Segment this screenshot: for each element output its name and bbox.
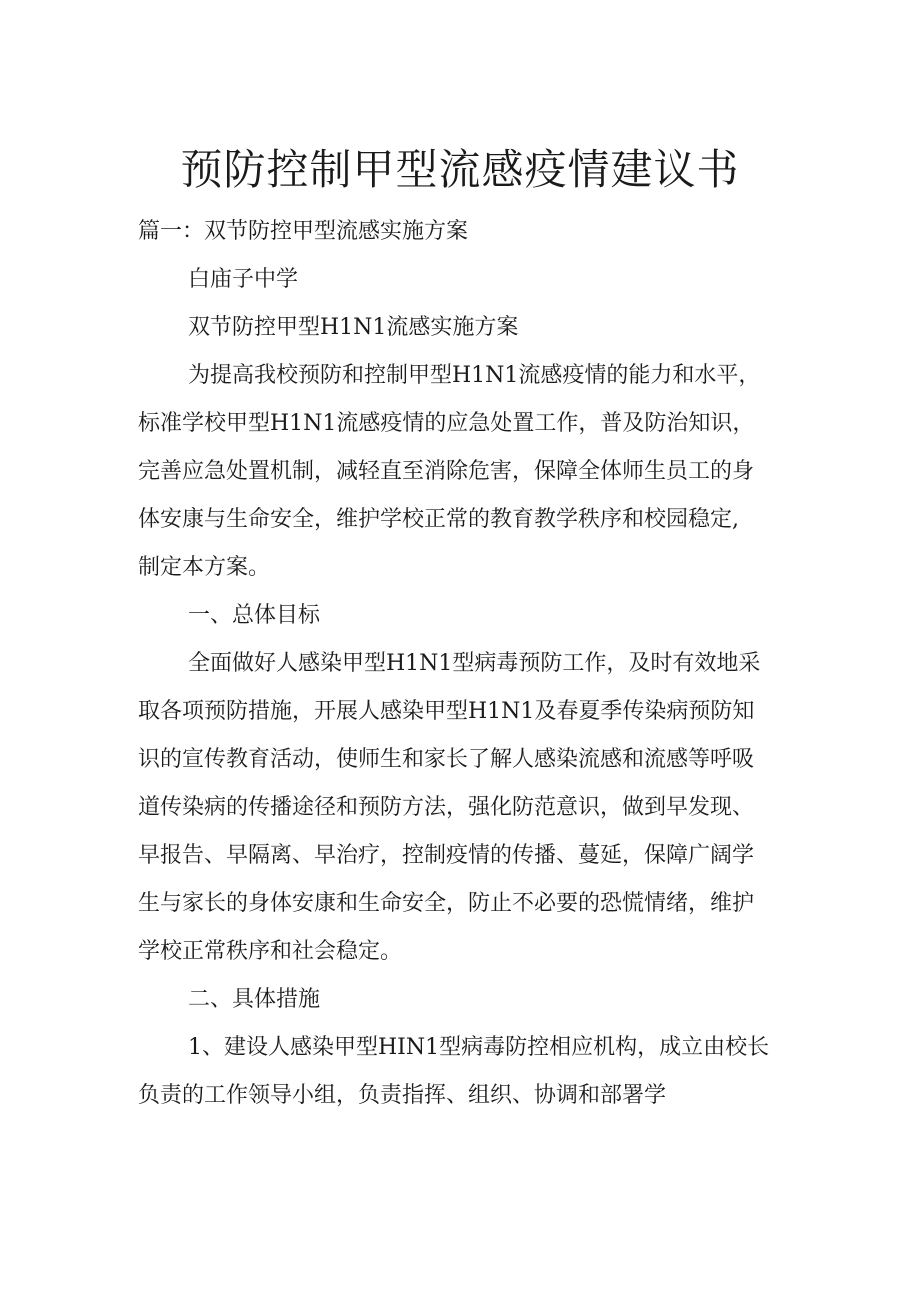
- body-line: 双节防控甲型H1N1流感实施方案: [188, 315, 519, 340]
- document-title: 预防控制甲型流感疫情建议书: [180, 145, 740, 194]
- body-line: 1、建设人感染甲型HIN1型病毒防控相应机构，成立由校长: [188, 1035, 770, 1060]
- body-line: 全面做好人感染甲型H1N1型病毒预防工作，及时有效地采: [188, 651, 761, 676]
- body-line: 一、总体目标: [188, 603, 321, 628]
- body-line: 生与家长的身体安康和生命安全，防止不必要的恐慌情绪，维护: [138, 891, 755, 916]
- body-line: 为提高我校预防和控制甲型H1N1流感疫情的能力和水平，: [188, 363, 761, 388]
- body-line: 道传染病的传播途径和预防方法，强化防范意识，做到早发现、: [138, 795, 755, 820]
- body-line: 篇一：双节防控甲型流感实施方案: [138, 219, 469, 244]
- body-line: 完善应急处置机制，减轻直至消除危害，保障全体师生员工的身: [138, 459, 755, 484]
- body-line: 取各项预防措施，开展人感染甲型H1N1及春夏季传染病预防知: [138, 699, 755, 724]
- body-line: 早报告、早隔离、早治疗，控制疫情的传播、蔓延，保障广阔学: [138, 843, 755, 868]
- body-line: 二、具体措施: [188, 987, 321, 1012]
- body-line: 制定本方案。: [138, 555, 271, 580]
- body-line: 白庙子中学: [188, 267, 299, 292]
- document-body: [138, 208, 798, 1120]
- body-line: 识的宣传教育活动，使师生和家长了解人感染流感和流感等呼吸: [138, 747, 755, 772]
- body-line: 标准学校甲型H1N1流感疫情的应急处置工作，普及防治知识，: [138, 411, 755, 436]
- body-line: 体安康与生命安全，维护学校正常的教育教学秩序和校园稳定,: [138, 507, 739, 532]
- body-line: 学校正常秩序和社会稳定。: [138, 939, 403, 964]
- body-line: 负责的工作领导小组，负责指挥、组织、协调和部署学: [138, 1083, 667, 1108]
